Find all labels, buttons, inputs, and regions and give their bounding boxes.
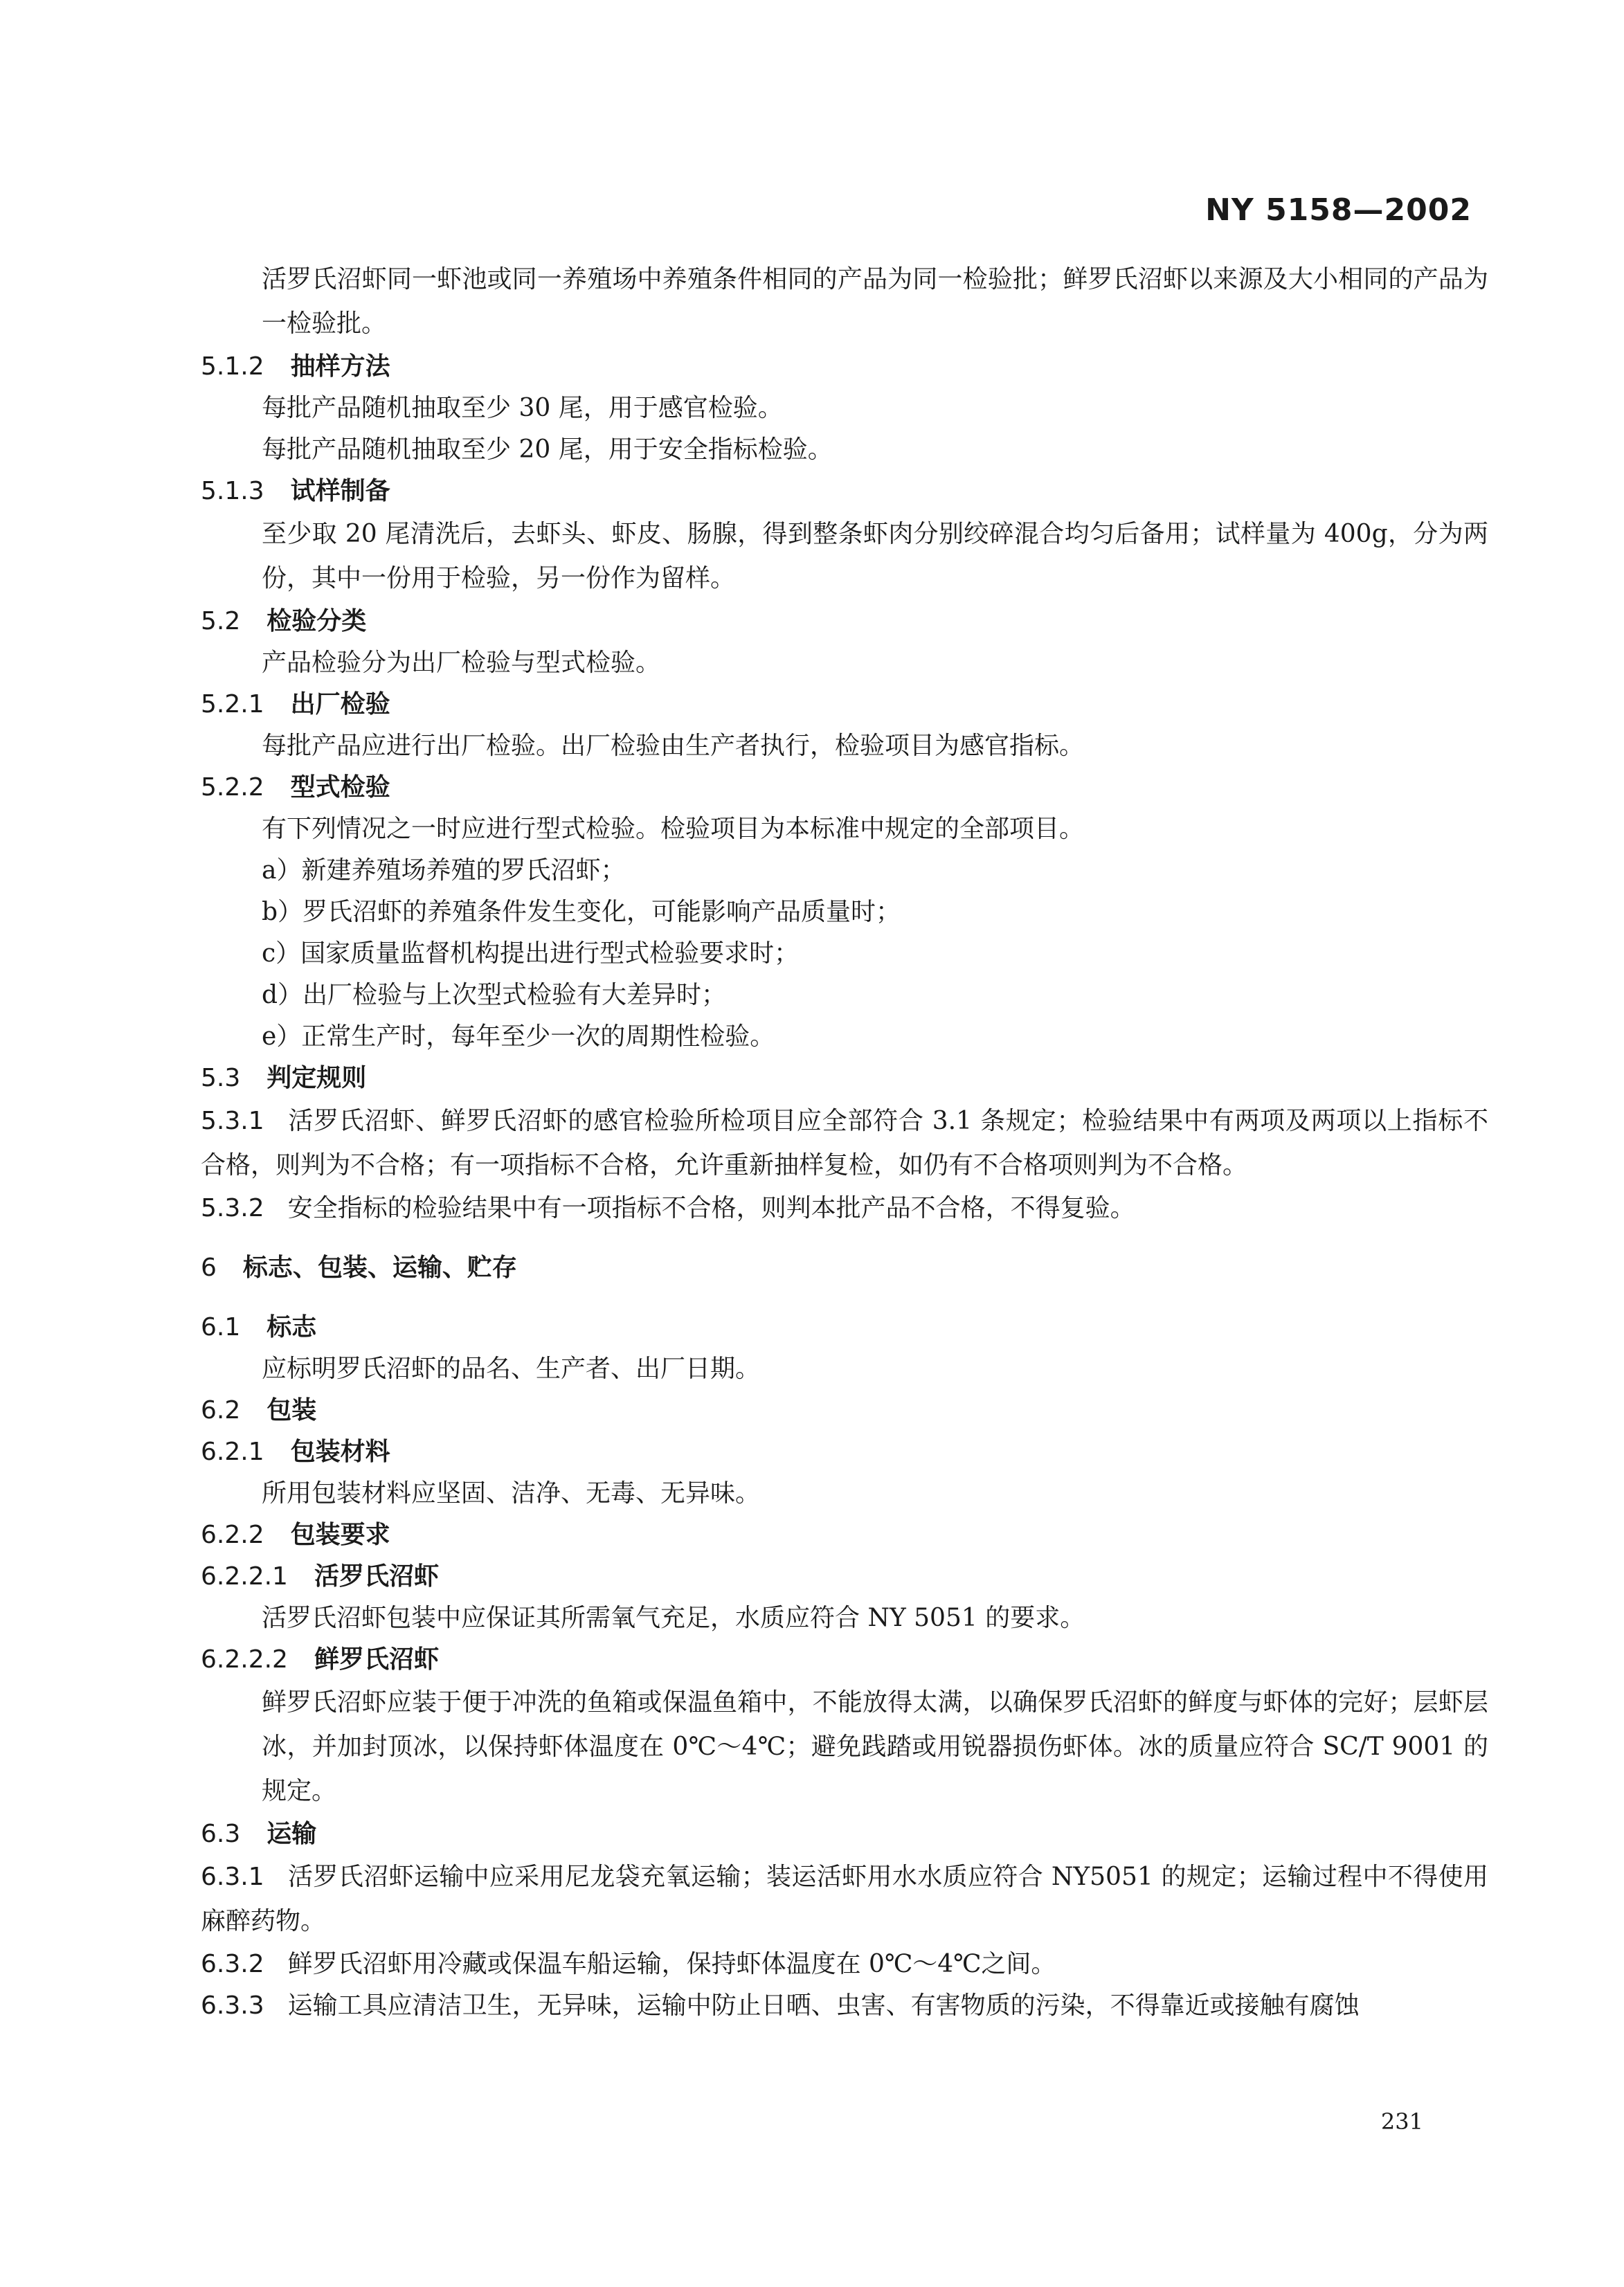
heading-number: 6.2.1 [201, 1438, 264, 1466]
heading-number: 5.2 [201, 607, 241, 635]
heading-6-2-2-1 [201, 1556, 1488, 1598]
paragraph-fresh-packaging: 鲜罗氏沼虾应装于便于冲洗的鱼箱或保温鱼箱中，不能放得太满，以确保罗氏沼虾的鲜度与虾体的完好；层虾层冰，并加封顶冰，以保持虾体温度在 0℃～4℃；避免践踏或用锐器损伤虾体。冰的质量应符合 SC/T 9001 的规定。 [262, 1688, 1488, 1805]
text-line: 产品检验分为出厂检验与型式检验。 [262, 649, 661, 677]
heading-5-1-3 [201, 471, 1488, 512]
clause-text: 安全指标的检验结果中有一项指标不合格，则判本批产品不合格，不得复验。 [287, 1194, 1135, 1222]
heading-title: 运输 [267, 1820, 317, 1848]
heading-title: 检验分类 [267, 607, 367, 635]
standard-code: NY 5158—2002 [1205, 192, 1472, 228]
heading-title: 包装要求 [290, 1521, 390, 1549]
heading-number: 6.2.2 [201, 1521, 264, 1549]
clause-text: 活罗氏沼虾、鲜罗氏沼虾的感官检验所检项目应全部符合 3.1 条规定；检验结果中有两项及两项以上指标不合格，则判为不合格；有一项指标不合格，允许重新抽样复检，如仍有不合格项则判为不合格。 [201, 1107, 1488, 1179]
clause-number: 6.3.3 [201, 1991, 264, 2020]
list-item: d）出厂检验与上次型式检验有大差异时； [262, 981, 727, 1009]
heading-title: 鲜罗氏沼虾 [314, 1645, 439, 1674]
heading-title: 试样制备 [290, 477, 390, 505]
heading-number: 5.2.2 [201, 773, 264, 802]
text-line: 所用包装材料应坚固、洁净、无毒、无异味。 [262, 1479, 761, 1508]
clause-6-3-1 [201, 1855, 1488, 1944]
heading-number: 6.2.2.1 [201, 1562, 288, 1591]
heading-title: 包装材料 [290, 1438, 390, 1466]
heading-5-2-2 [201, 767, 1488, 808]
heading-number: 6.2.2.2 [201, 1645, 288, 1674]
heading-number: 5.1.3 [201, 477, 264, 505]
heading-6-2 [201, 1390, 1488, 1431]
heading-6-2-2-2 [201, 1639, 1488, 1681]
heading-title: 判定规则 [267, 1064, 367, 1092]
text-line: 每批产品随机抽取至少 30 尾，用于感官检验。 [262, 394, 783, 422]
clause-text: 运输工具应清洁卫生，无异味，运输中防止日晒、虫害、有害物质的污染，不得靠近或接触有腐蚀 [287, 1991, 1360, 2020]
paragraph-sample-prep: 至少取 20 尾清洗后，去虾头、虾皮、肠腺，得到整条虾肉分别绞碎混合均匀后备用；试样量为 400g，分为两份，其中一份用于检验，另一份作为留样。 [262, 520, 1488, 593]
heading-title: 标志 [267, 1313, 317, 1341]
clause-6-3-3 [201, 1985, 1488, 2027]
text-line: 每批产品随机抽取至少 20 尾，用于安全指标检验。 [262, 435, 833, 464]
clause-text: 活罗氏沼虾运输中应采用尼龙袋充氧运输；装运活虾用水水质应符合 NY5051 的规定；运输过程中不得使用麻醉药物。 [201, 1863, 1488, 1935]
heading-number: 6 [201, 1254, 217, 1282]
text-line: 应标明罗氏沼虾的品名、生产者、出厂日期。 [262, 1355, 761, 1383]
list-item: a）新建养殖场养殖的罗氏沼虾； [262, 856, 626, 885]
heading-6-3 [201, 1814, 1488, 1855]
spacer [201, 1229, 1488, 1247]
text-line: 有下列情况之一时应进行型式检验。检验项目为本标准中规定的全部项目。 [262, 815, 1085, 843]
clause-5-3-1 [201, 1099, 1488, 1188]
heading-number: 6.2 [201, 1396, 241, 1425]
heading-title: 活罗氏沼虾 [314, 1562, 439, 1591]
heading-6 [201, 1247, 1488, 1289]
heading-6-2-1 [201, 1431, 1488, 1473]
clause-number: 5.3.2 [201, 1194, 264, 1222]
heading-title: 标志、包装、运输、贮存 [242, 1254, 517, 1282]
page-number: 231 [1380, 2108, 1423, 2135]
text-line: 每批产品应进行出厂检验。出厂检验由生产者执行，检验项目为感官指标。 [262, 732, 1085, 760]
heading-number: 5.1.2 [201, 352, 264, 381]
heading-6-2-2 [201, 1515, 1488, 1556]
clause-number: 5.3.1 [201, 1107, 264, 1135]
heading-number: 6.3 [201, 1820, 241, 1848]
paragraph-batch-definition: 活罗氏沼虾同一虾池或同一养殖场中养殖条件相同的产品为同一检验批；鲜罗氏沼虾以来源及大小相同的产品为一检验批。 [262, 265, 1488, 338]
heading-number: 5.3 [201, 1064, 241, 1092]
heading-6-1 [201, 1307, 1488, 1348]
heading-5-1-2 [201, 346, 1488, 388]
list-item: b）罗氏沼虾的养殖条件发生变化，可能影响产品质量时； [262, 898, 901, 926]
heading-title: 型式检验 [290, 773, 390, 802]
heading-number: 6.1 [201, 1313, 241, 1341]
heading-number: 5.2.1 [201, 690, 264, 718]
clause-6-3-2 [201, 1944, 1488, 1985]
heading-title: 出厂检验 [290, 690, 390, 718]
clause-number: 6.3.2 [201, 1950, 264, 1978]
spacer [201, 1289, 1488, 1307]
clause-5-3-2 [201, 1188, 1488, 1229]
heading-5-3 [201, 1058, 1488, 1099]
text-line: 活罗氏沼虾包装中应保证其所需氧气充足，水质应符合 NY 5051 的要求。 [262, 1604, 1085, 1632]
document-body [201, 257, 1488, 2027]
heading-title: 抽样方法 [290, 352, 390, 381]
list-item: c）国家质量监督机构提出进行型式检验要求时； [262, 939, 800, 968]
heading-5-2-1 [201, 684, 1488, 725]
list-item: e）正常生产时，每年至少一次的周期性检验。 [262, 1022, 775, 1051]
clause-text: 鲜罗氏沼虾用冷藏或保温车船运输，保持虾体温度在 0℃～4℃之间。 [287, 1950, 1056, 1978]
heading-title: 包装 [267, 1396, 317, 1425]
clause-number: 6.3.1 [201, 1863, 264, 1891]
heading-5-2 [201, 601, 1488, 642]
